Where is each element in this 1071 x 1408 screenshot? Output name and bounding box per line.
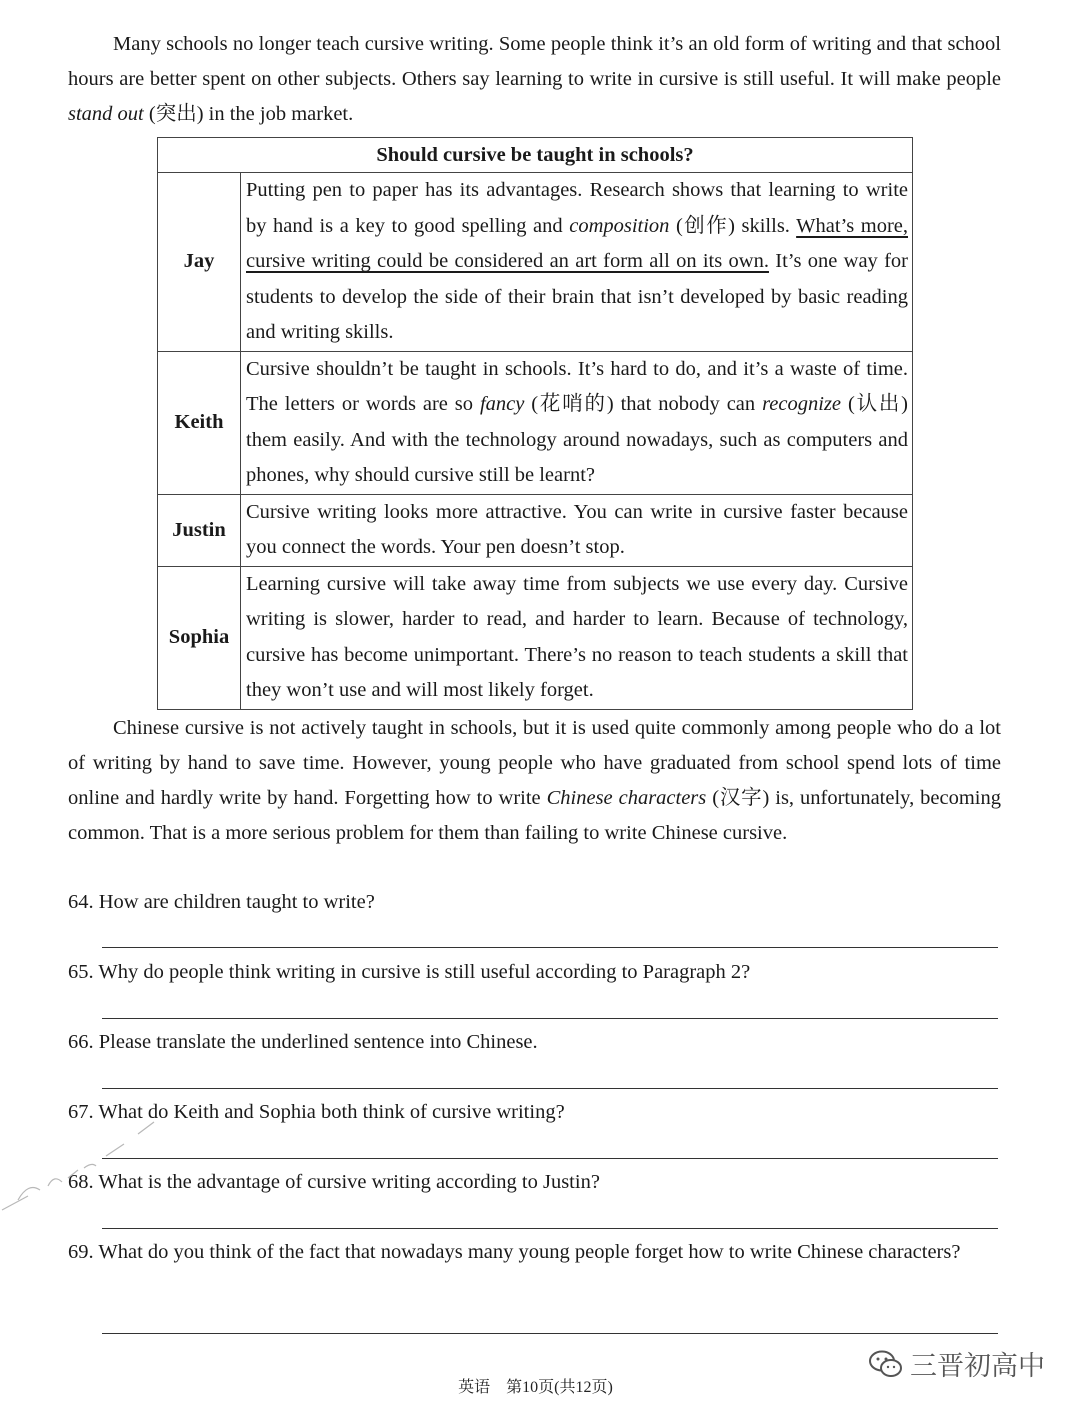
question-text: What do Keith and Sophia both think of cursive writing? xyxy=(98,1101,565,1123)
keith-text-1: Cursive shouldn’t be taught in schools. It’s hard to do, and it’s a waste of time. The letters or words are so xyxy=(246,357,908,415)
keith-text-3: them easily. And with the technology around nowadays, such as computers and phones, why should cursive still be learnt? xyxy=(246,428,908,486)
question-number: 67. xyxy=(68,1101,94,1123)
keith-gloss-fancy: (花哨的) xyxy=(524,393,614,415)
name-justin: Justin xyxy=(158,494,241,566)
underlined-sentence: What’s more, cursive writing could be considered an art form all on its own. xyxy=(246,214,908,272)
keith-gloss-recognize: (认出) xyxy=(841,393,909,415)
opinion-justin: Cursive writing looks more attractive. You can write in cursive faster because you connect the words. Your pen doesn’t stop. xyxy=(241,494,913,566)
opinion-keith xyxy=(241,351,913,494)
table-header-row xyxy=(158,138,913,173)
question-69 xyxy=(68,1235,1001,1270)
closing-gloss: (汉字) xyxy=(706,787,770,809)
jay-italic-term: composition xyxy=(569,214,670,237)
intro-paragraph xyxy=(68,27,1001,132)
question-text: Please translate the underlined sentence into Chinese. xyxy=(98,1031,538,1053)
jay-text-1b: skills. xyxy=(734,214,797,237)
question-text: What is the advantage of cursive writing according to Justin? xyxy=(98,1171,600,1193)
question-number: 65. xyxy=(68,961,94,983)
intro-italic-term: stand out xyxy=(68,103,144,125)
table-row-justin xyxy=(158,494,913,566)
opinion-sophia: Learning cursive will take away time from subjects we use every day. Cursive writing is slower, harder to read, and harder to learn. Because of technology, cursive has become unimportant. There’s no reason to teach students a skill that they won’t use and will most likely forget. xyxy=(241,566,913,709)
keith-italic-fancy: fancy xyxy=(479,393,525,415)
table-row-jay xyxy=(158,173,913,352)
answer-line-67[interactable] xyxy=(102,1158,998,1159)
question-text: Why do people think writing in cursive is still useful according to Paragraph 2? xyxy=(98,961,751,983)
question-text: How are children taught to write? xyxy=(98,891,375,913)
jay-text-2: It’s one way for students to develop the side of their brain that isn’t developed by basic reading and writing skills. xyxy=(246,250,908,343)
question-number: 68. xyxy=(68,1171,94,1193)
watermark xyxy=(868,1344,1045,1383)
question-number: 69. xyxy=(68,1241,94,1263)
closing-text: Chinese cursive is not actively taught in schools, but it is used quite commonly among people who do a lot of writing by hand to save time. However, young people who have graduated from school spend lots of time online and hardly write by hand. Forgetting how to write xyxy=(68,717,1001,809)
opinion-jay xyxy=(241,173,913,352)
closing-paragraph xyxy=(68,711,1001,851)
question-64 xyxy=(68,885,1001,920)
table-row-keith xyxy=(158,351,913,494)
closing-text-end: is, unfortunately, becoming common. That is a more serious problem for them than failing to write Chinese cursive. xyxy=(68,787,1001,844)
faint-stamp-scribble xyxy=(0,1060,188,1220)
answer-line-68[interactable] xyxy=(102,1228,998,1229)
question-number: 64. xyxy=(68,891,94,913)
answer-line-69[interactable] xyxy=(102,1333,998,1334)
answer-line-66[interactable] xyxy=(102,1088,998,1089)
table-row-sophia xyxy=(158,566,913,709)
intro-text: Many schools no longer teach cursive writing. Some people think it’s an old form of writing and that school hours are better spent on other subjects. Others say learning to write in cursive is still useful. It will make people xyxy=(68,33,1001,90)
opinions-table xyxy=(157,137,913,710)
jay-gloss: (创作) xyxy=(669,214,735,237)
answer-line-65[interactable] xyxy=(102,1018,998,1019)
question-number: 66. xyxy=(68,1031,94,1053)
watermark-text: 三晋初高中 xyxy=(910,1351,1045,1382)
intro-gloss: (突出) xyxy=(143,103,204,125)
question-text: What do you think of the fact that nowadays many young people forget how to write Chinese characters? xyxy=(98,1241,961,1263)
answer-line-64[interactable] xyxy=(102,947,998,948)
keith-text-2: that nobody can xyxy=(613,393,763,415)
wechat-icon xyxy=(868,1349,904,1379)
name-jay: Jay xyxy=(158,173,241,352)
table-title: Should cursive be taught in schools? xyxy=(158,138,913,173)
jay-text-1: Putting pen to paper has its advantages. Research shows that learning to write by hand is a key to good spelling and xyxy=(246,179,908,237)
page-footer: 英语 第10页(共12页) xyxy=(458,1379,613,1396)
intro-text-end: in the job market. xyxy=(203,103,354,125)
question-68 xyxy=(68,1165,1001,1200)
question-65 xyxy=(68,955,1001,990)
closing-italic-term: Chinese characters xyxy=(546,787,707,809)
name-keith: Keith xyxy=(158,351,241,494)
keith-italic-recognize: recognize xyxy=(762,393,842,415)
question-67 xyxy=(68,1095,1001,1130)
question-66 xyxy=(68,1025,1001,1060)
name-sophia: Sophia xyxy=(158,566,241,709)
